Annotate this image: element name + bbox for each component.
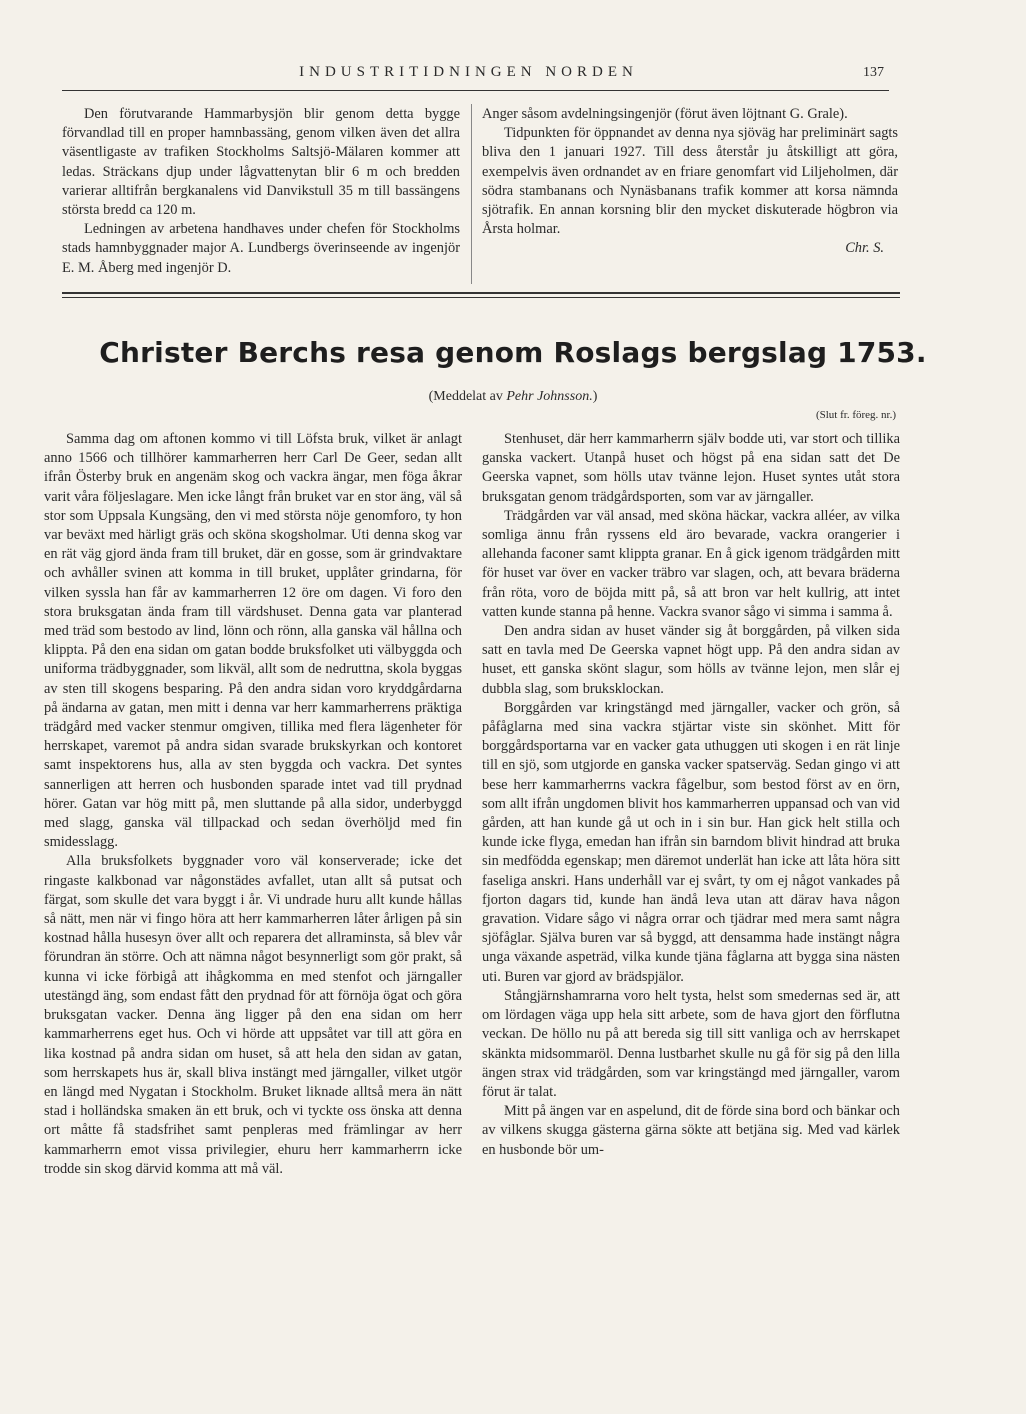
continued-note: (Slut fr. föreg. nr.) xyxy=(815,409,896,421)
section-rule-thin xyxy=(62,297,900,298)
paragraph: Trädgården var väl ansad, med sköna häckar, vackra alléer, av vilka somliga ännu från ryssens eld äro bevarade, vackra orangerier i allehanda faconer samt klippta granar. En å gick igenom trädgården mitt för huset var över en vacker träbro var slagen, och, att bevara bräderna från röta, voro de böjda mitt på, så att bron var helt kullrig, att intet vatten kunde stanna på henne. Vackra svanor sågo vi simma i samma å. xyxy=(482,507,900,620)
paragraph: Samma dag om aftonen kommo vi till Löfsta bruk, vilket är anlagt anno 1566 och tillhörer kammarherren herr Carl De Geer, sedan allt ifrån Österby bruk en angenäm skog och vackra ängar, men föga åkrar varit våra följeslagare. Men icke långt från bruket var en stor äng, väl så stor som Uppsala Kungsäng, den vi med största nöje genomforo, ty hon var beväxt med härligt gräs och sköna skogsholmar. Uti denna skog var en rät väg gjord ända fram till bruket, där en gosse, som är grindvaktare och avhåller svinen att komma in till bruket, upplåter grindarna, för vilken syssla han får av kammarherren 12 öre om dagen. Vi foro den stora bruksgatan ända fram till värdshuset. Denna gata var planterad med träd som bestodo av lind, lönn och rönn, alla ganska väl hållna och klippta. På den ena sidan om gatan bodde bruksfolket uti välbyggda och uniforma trädbyggnader, som likväl, allt som de nedruttna, skola byggas av sten till skogens besparing. På den andra sidan voro kryddgårdarna på ändarna av gatan, men mitt i denna var herr kammarherrens präktiga trädgård med vacker stenmur omgiven, tillika med flera lägenheter för herrskapet, varemot på andra sidan svarade brukskyrkan och kontoret samt inspektorens hus, alla av sten byggda och vackra. Det syntes sannerligen att herren och husbonden sparade intet vad till prydnad hörer. Gatan var hög mitt på, men sluttande på alla sidor, underbyggd med slagg, ganska väl tillpackad och sedan överhöljd med fin smidesslagg. xyxy=(44,431,462,851)
paragraph: Ledningen av arbetena handhaves under chefen för Stockholms stads hamnbyggnader major A. Lundbergs överinseende av ingenjör E. M. Åberg med ingenjör D. xyxy=(62,221,460,276)
paragraph: Alla bruksfolkets byggnader voro väl konserverade; icke det ringaste kalkbonad var någonstädes avfallet, utan allt så putsat och färgat, som skulle det vara byggt i år. Vi undrade huru allt kunde hållas så nätt, men när vi fingo höra att herr kammarherren låter årligen på sin kostnad hålla husesyn över allt och reparera det allraminsta, så blev vår förundran än större. Och att nämna något besynnerligt som gör prakt, så kunna vi icke förbigå att ihågkomma en med stenfot och järngaller utestängd äng, som endast fått den prydnad för att förnöja ögat och göra bruksgatan vacker. Denna äng ligger på den ena sidan om herr kammarherrens eget hus. Och vi hörde att uppsåtet var till att göra en lika kostnad på andra sidan om huset, så att hela den sidan av gatan, som herrskapets hus är, skall bliva instängt med järngaller, vilket utgör en längd med Nygatan i Stockholm. Bruket liknade alltså mera än nätt stad i holländska smaken än ett bruk, och vi tyckte oss önska att denna ort måtte få stadsfrihet samt penpleras med främlingar av herr kammarherrn emot vissa privilegier, ehuru herr kammarherrn icke trodde sin skog därvid komma att må väl. xyxy=(44,853,462,1177)
byline-suffix: ) xyxy=(592,389,598,404)
column-separator xyxy=(471,104,472,284)
signature: Chr. S. xyxy=(845,240,884,257)
paragraph: Borggården var kringstängd med järngaller, vacker och grön, så påfåglarna med sina vackra stjärtar viste sin skönhet. Mitt för borggårdsportarna var en vacker gata uthuggen uti skogen i en rät linje till en sjö, som utgjorde en ganska vacker spatserväg. Sedan gingo vi att bese herr kammarherrns vackra fågelbur, som bestod först av en örn, som allt ifrån ungdomen blivit hos kammarherren uppansad och van vid gården, att han kunde gå ut och in i sin bur. Han gick helt stilla och kunde icke flyga, emedan han ifrån sin barndom blivit hindrad att bruka sin medfödda egenskap; men däremot underlät han icke att låta höra sitt faseliga anskri. Hans underhåll var ej svårt, ty om ej något vankades på fjorton dagars tid, kunde han ändå leva utan att därav hava någon gravation. Vidare sågo vi några orrar och tjädrar med mera samt några sjöfåglar. Själva buren var så byggd, att densamma hade instängt några unga växande aspeträd, vilka kunde tjäna fåglarna att bygga sina nästen uti. Buren var gjord av brädspjälor. xyxy=(482,699,900,985)
header-rule xyxy=(62,90,889,91)
byline-prefix: (Meddelat av xyxy=(428,389,503,404)
article-right-column xyxy=(482,430,900,1160)
paragraph: Anger såsom avdelningsingenjör (förut även löjtnant G. Grale). xyxy=(482,106,848,122)
paragraph: Tidpunkten för öppnandet av denna nya sjöväg har preliminärt sagts bliva den 1 januari 1927. Till dess återstår ju åtskilligt att göra, exempelvis även ordnandet av en friare genomfart vid Liljeholmen, där södra stambanans och Nynäsbanans trafik kommer att korsa nämnda sjötrafik. En annan korsning blir den mycket diskuterade högbron via Årsta holmar. xyxy=(482,125,898,238)
paragraph: Den andra sidan av huset vänder sig åt borggården, på vilken sida satt en tavla med De Geerska vapnet högt upp. På den andra sidan av huset, ett ganska skönt slagur, som hölls av tvänne lejon, men slår ej dubbla slag, som bruksklockan. xyxy=(482,623,900,697)
page-number: 137 xyxy=(863,65,884,80)
page-header xyxy=(44,64,884,81)
paragraph: Mitt på ängen var en aspelund, dit de förde sina bord och bänkar och av vilkens skugga gästerna gärna sökte att betjäna sig. Med vad kärlek en husbonde bör um- xyxy=(482,1103,900,1158)
top-right-column xyxy=(482,105,898,259)
top-left-column xyxy=(62,105,460,278)
byline-author: Pehr Johnsson. xyxy=(506,389,593,404)
running-title: INDUSTRITIDNINGEN NORDEN xyxy=(299,64,638,80)
paragraph: Den förutvarande Hammarbysjön blir genom detta bygge förvandlad till en proper hamnbassäng, genom vilken även det allra väsentligaste av trafiken Stockholms Saltsjö-Mälaren kommer att ledas. Sträckans djup under lågvattenytan blir 6 m och bredden varierar alltifrån bergkanalens vid Danvikstull 35 m till bassängens största bredd ca 120 m. xyxy=(62,106,460,219)
section-rule xyxy=(62,292,900,294)
paragraph: Stångjärnshamrarna voro helt tysta, helst som smedernas sed är, att om lördagen väga upp hela sitt arbete, som de hava gjort den förflutna veckan. De höllo nu på att bereda sig till sitt vanliga och av herrskapet skänkta midsommaröl. Denna lustbarhet skulle nu gå för sig på den lilla ängen strax vid trädgården, som var kringstängd med järngaller, varom förut är talat. xyxy=(482,987,900,1100)
article-title: Christer Berchs resa genom Roslags bergslag 1753. xyxy=(99,336,927,369)
paragraph: Stenhuset, där herr kammarherrn själv bodde uti, var stort och tillika ganska vackert. Utanpå huset och högst på ena sidan satt det De Geerska vapnet, som hölls utav tvänne lejon. Huset syntes utåt stora bruksgatan genom trädgårdsporten, som var av järngaller. xyxy=(482,431,900,505)
article-left-column xyxy=(44,430,462,1179)
byline xyxy=(0,389,1026,405)
